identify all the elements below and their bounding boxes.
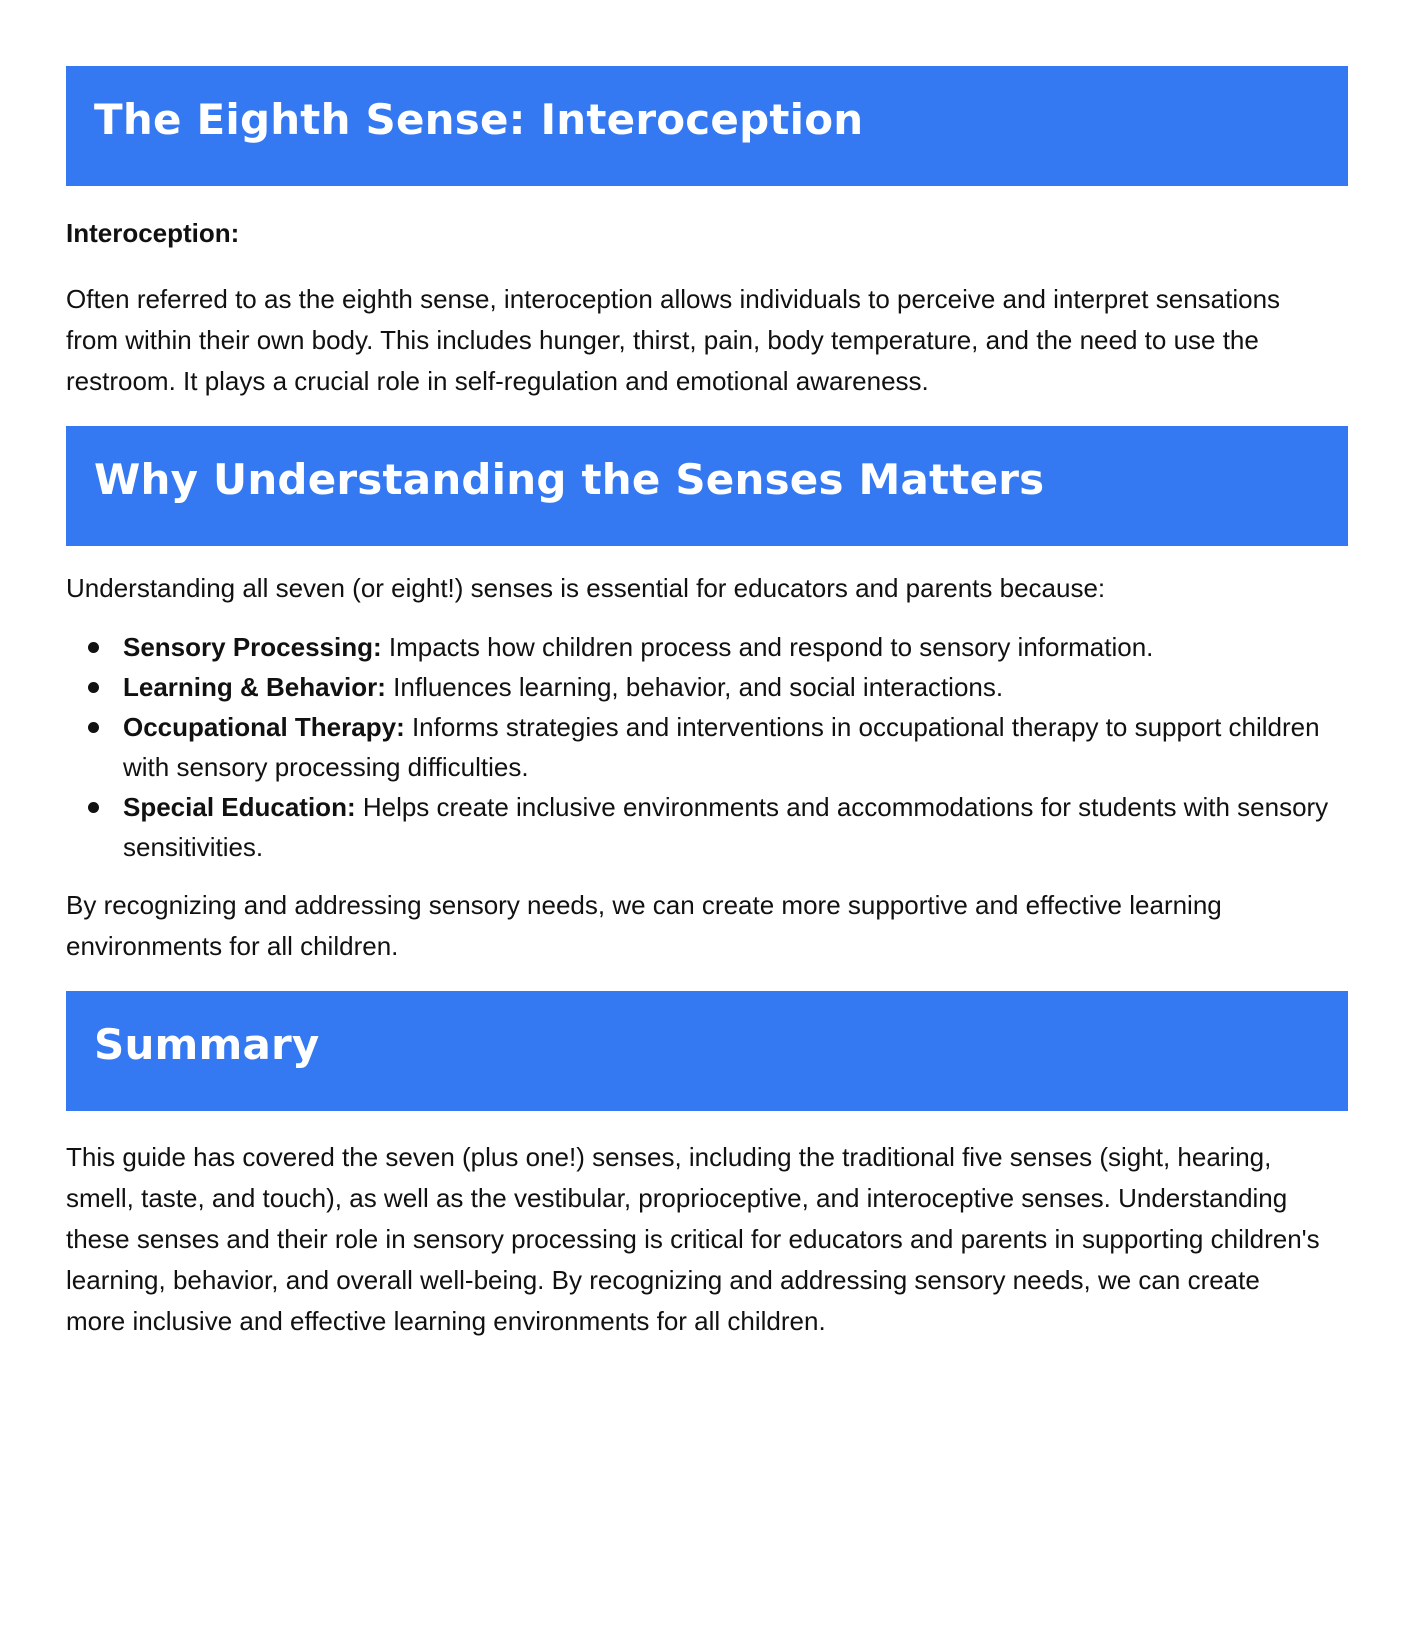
summary-paragraph: This guide has covered the seven (plus one!) senses, including the traditional five senses (sight, hearing, smell, taste, and touch), as well as the vestibular, proprioceptive, and interoceptive senses. Understanding these senses and their role in sensory processing is critical for educators and parents in supporting children's learning, behavior, and overall well-being. By recognizing and addressing sensory needs, we can create more inclusive and effective learning environments for all children. xyxy=(66,1142,1320,1337)
bullet-text: Helps create inclusive environments and accommodations for students with sensory sensitivities. xyxy=(123,792,1329,863)
document-page xyxy=(66,66,1348,1342)
interoception-subheading: Interoception: xyxy=(66,218,240,248)
list-item xyxy=(66,787,1348,867)
bullet-term: Special Education: xyxy=(123,792,356,823)
bullet-icon xyxy=(88,802,99,813)
bullet-icon xyxy=(88,682,99,693)
senses-intro-paragraph: Understanding all seven (or eight!) senses is essential for educators and parents because: xyxy=(66,573,1106,604)
section-heading: Summary xyxy=(94,1020,320,1070)
list-item xyxy=(66,627,1348,667)
section-banner-interoception xyxy=(66,66,1348,186)
senses-bullet-list xyxy=(66,627,1348,867)
bullet-text: Impacts how children process and respond to sensory information. xyxy=(381,632,1154,663)
interoception-paragraph: Often referred to as the eighth sense, interoception allows individuals to perceive and interpret sensations from within their own body. This includes hunger, thirst, pain, body temperature, and the need to use the restroom. It plays a crucial role in self-regulation and emotional awareness. xyxy=(66,284,1281,397)
list-item xyxy=(66,707,1348,787)
bullet-text: Influences learning, behavior, and social interactions. xyxy=(385,672,1004,703)
bullet-term: Sensory Processing: xyxy=(123,632,382,663)
section-banner-why-senses-matter xyxy=(66,426,1348,546)
section-banner-summary xyxy=(66,991,1348,1111)
bullet-icon xyxy=(88,722,99,733)
bullet-term: Occupational Therapy: xyxy=(123,712,405,743)
list-item xyxy=(66,667,1348,707)
bullet-term: Learning & Behavior: xyxy=(123,672,386,703)
bullet-text: Informs strategies and interventions in occupational therapy to support children with sensory processing difficulties. xyxy=(123,712,1320,783)
bullet-icon xyxy=(88,642,99,653)
section-heading: The Eighth Sense: Interoception xyxy=(94,95,864,144)
section-heading: Why Understanding the Senses Matters xyxy=(94,455,1045,505)
senses-conclusion-paragraph: By recognizing and addressing sensory needs, we can create more supportive and effective learning environments for all children. xyxy=(66,890,1222,962)
